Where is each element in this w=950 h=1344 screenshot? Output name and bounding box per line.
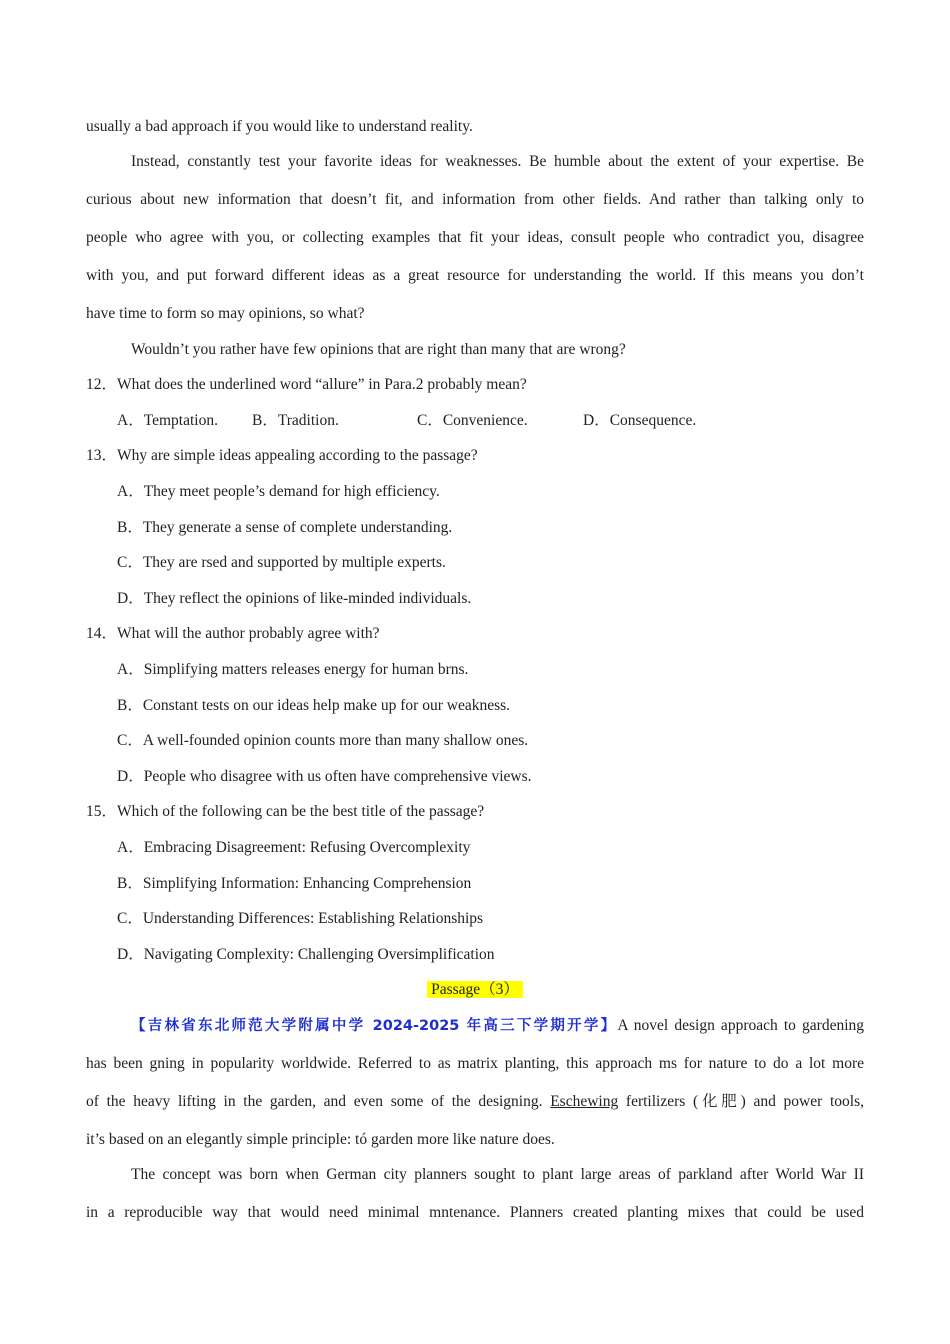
option-d: D．They reflect the opinions of like-minded individuals. bbox=[117, 590, 472, 607]
option-b: B．Simplifying Information: Enhancing Comprehension bbox=[117, 875, 472, 892]
option-a: A．Temptation. bbox=[117, 412, 218, 429]
passage-text-line: people who agree with you, or collecting examples that fit your ideas, consult people who contradict you, disagree bbox=[86, 229, 864, 246]
option-c: C．Understanding Differences: Establishing Relationships bbox=[117, 910, 484, 927]
passage-text-line: has been gning in popularity worldwide. Referred to as matrix planting, this approach ms for nature to do a lot more bbox=[86, 1055, 864, 1072]
passage-text-line: curious about new information that doesn’t fit, and information from other fields. And rather than talking only to bbox=[86, 191, 864, 208]
option-b: B．They generate a sense of complete understanding. bbox=[117, 519, 453, 536]
option-d: D．Consequence. bbox=[583, 412, 697, 429]
passage-heading-label: Passage（3） bbox=[427, 981, 523, 998]
passage-text-line: have time to form so may opinions, so what? bbox=[86, 305, 365, 322]
question-stem-14: 14．What will the author probably agree with? bbox=[86, 625, 380, 642]
option-b: B．Tradition. bbox=[252, 412, 339, 429]
option-d: D．Navigating Complexity: Challenging Oversimplification bbox=[117, 946, 495, 963]
passage-text-line: Instead, constantly test your favorite ideas for weaknesses. Be humble about the extent of your expertise. Be bbox=[131, 153, 864, 170]
option-a: A．Embracing Disagreement: Refusing Overcomplexity bbox=[117, 839, 471, 856]
passage-text-segment: fertilizers (化肥) and power tools, bbox=[625, 1093, 865, 1110]
passage-text-line: with you, and put forward different ideas as a great resource for understanding the world. If this means you don’t bbox=[86, 267, 864, 284]
option-a: A．They meet people’s demand for high efficiency. bbox=[117, 483, 440, 500]
passage-text-line: it’s based on an elegantly simple principle: tó garden more like nature does. bbox=[86, 1131, 555, 1148]
passage-text-line: The concept was born when German city planners sought to plant large areas of parkland after World War II bbox=[131, 1166, 864, 1183]
passage-text-line: Wouldn’t you rather have few opinions that are right than many that are wrong? bbox=[131, 341, 626, 358]
passage-text-line bbox=[86, 1092, 864, 1112]
option-d: D．People who disagree with us often have comprehensive views. bbox=[117, 768, 532, 785]
option-a: A．Simplifying matters releases energy for human brns. bbox=[117, 661, 469, 678]
question-stem-15: 15．Which of the following can be the best title of the passage? bbox=[86, 803, 485, 820]
source-label: 【吉林省东北师范大学附属中学 2024-2025 年高三下学期开学】 bbox=[131, 1018, 618, 1034]
option-c: C．A well-founded opinion counts more than many shallow ones. bbox=[117, 732, 529, 749]
option-c: C．Convenience. bbox=[417, 412, 528, 429]
passage-text-line bbox=[86, 1016, 864, 1036]
question-stem-13: 13．Why are simple ideas appealing according to the passage? bbox=[86, 447, 478, 464]
option-b: B．Constant tests on our ideas help make up for our weakness. bbox=[117, 697, 511, 714]
passage-heading bbox=[86, 980, 864, 1000]
option-c: C．They are rsed and supported by multiple experts. bbox=[117, 554, 446, 571]
passage-text-segment: of the heavy lifting in the garden, and even some of the designing. bbox=[86, 1093, 543, 1110]
passage-text-line: usually a bad approach if you would like to understand reality. bbox=[86, 118, 473, 135]
underlined-word: Eschewing bbox=[550, 1093, 619, 1110]
question-stem-12: 12．What does the underlined word “allure” in Para.2 probably mean? bbox=[86, 376, 527, 393]
passage-text-line: in a reproducible way that would need minimal mntenance. Planners created planting mixes that could be used bbox=[86, 1204, 864, 1221]
passage-text-segment: A novel design approach to gardening bbox=[617, 1017, 864, 1034]
